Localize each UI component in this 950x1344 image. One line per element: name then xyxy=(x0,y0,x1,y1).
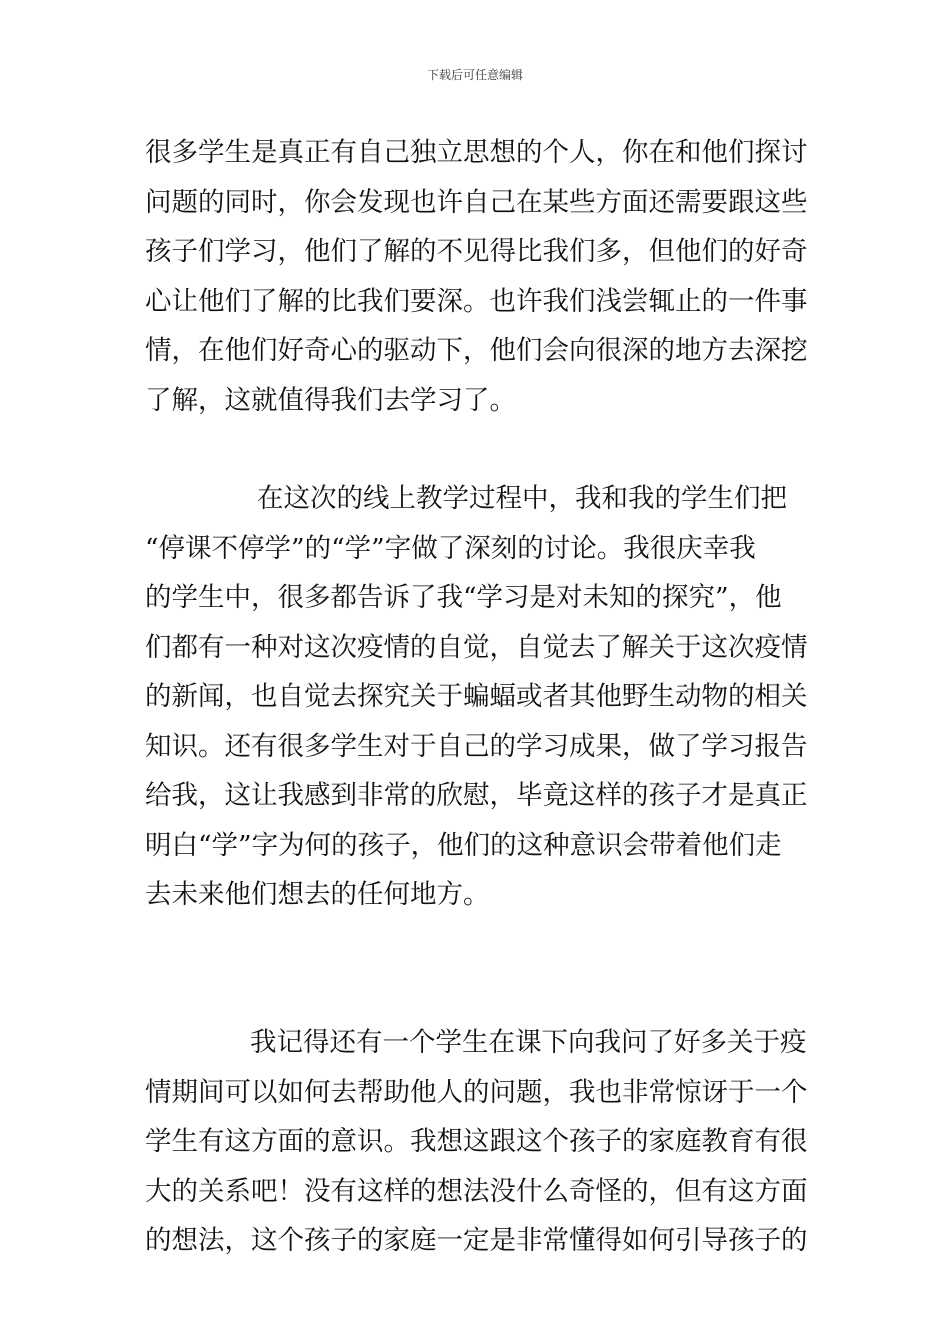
paragraph-1 xyxy=(145,128,810,425)
page-header: 下载后可任意编辑 xyxy=(426,68,523,82)
text-line: 的新闻，也自觉去探究关于蝙蝠或者其他野生动物的相关 xyxy=(145,681,808,712)
text-line: “停课不停学”的“学”字做了深刻的讨论。我很庆幸我 xyxy=(145,532,756,564)
text-line: 情，在他们好奇心的驱动下，他们会向很深的地方去深挖 xyxy=(145,335,808,366)
text-line: 们都有一种对这次疫情的自觉，自觉去了解关于这次疫情 xyxy=(145,631,808,663)
text-line: 去未来他们想去的任何地方。 xyxy=(145,879,490,910)
text-line: 在这次的线上教学过程中，我和我的学生们把 xyxy=(257,483,787,514)
paragraph-3 xyxy=(145,1018,810,1266)
text-line: 问题的同时，你会发现也许自己在某些方面还需要跟这些 xyxy=(145,186,808,218)
text-line: 我记得还有一个学生在课下向我问了好多关于疫 xyxy=(250,1027,807,1058)
text-line: 的想法，这个孩子的家庭一定是非常懂得如何引导孩子的 xyxy=(145,1225,808,1256)
text-line: 心让他们了解的比我们要深。也许我们浅尝辄止的一件事 xyxy=(145,285,808,317)
text-line: 知识。还有很多学生对于自己的学习成果，做了学习报告 xyxy=(145,730,808,762)
paragraph-2 xyxy=(145,474,810,920)
text-line: 明白“学”字为何的孩子，他们的这种意识会带着他们走 xyxy=(145,829,782,861)
text-line: 很多学生是真正有自己独立思想的个人，你在和他们探讨 xyxy=(145,137,808,168)
text-line: 情期间可以如何去帮助他人的问题，我也非常惊讶于一个 xyxy=(145,1076,808,1108)
text-line: 的学生中，很多都告诉了我“学习是对未知的探究”，他 xyxy=(145,582,782,613)
text-line: 了解，这就值得我们去学习了。 xyxy=(145,384,516,416)
text-line: 给我，这让我感到非常的欣慰，毕竟这样的孩子才是真正 xyxy=(145,780,808,811)
text-line: 孩子们学习，他们了解的不见得比我们多，但他们的好奇 xyxy=(145,236,808,267)
text-line: 学生有这方面的意识。我想这跟这个孩子的家庭教育有很 xyxy=(145,1126,808,1157)
text-line: 大的关系吧！没有这样的想法没什么奇怪的，但有这方面 xyxy=(145,1175,808,1207)
